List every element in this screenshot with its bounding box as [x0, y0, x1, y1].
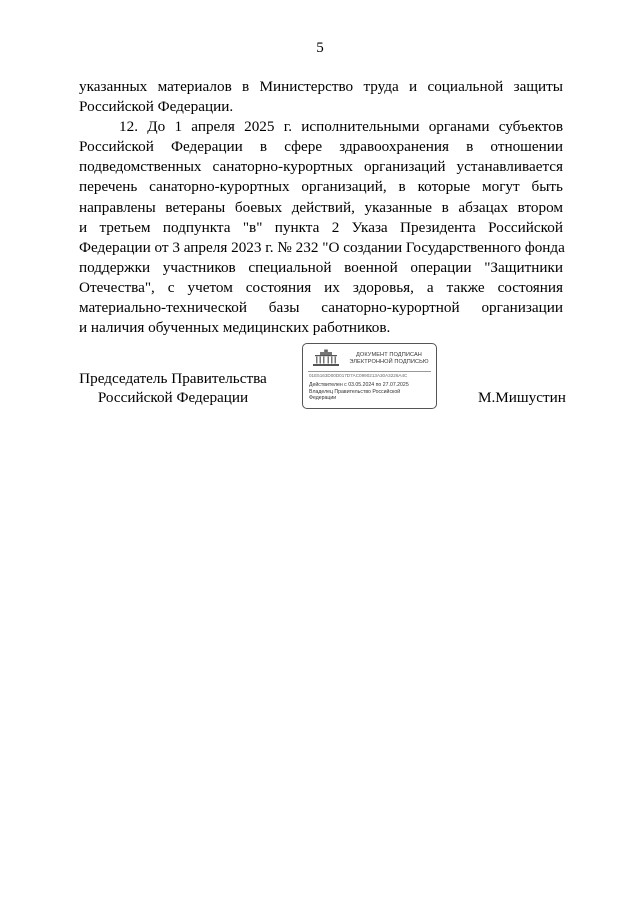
- stamp-serial: 01E5163D00D017D7AC0990213A30A3226A4C: [309, 373, 408, 378]
- government-building-icon: [311, 349, 341, 367]
- text-line: поддержки участников специальной военной операции "Защитники: [79, 258, 563, 276]
- signer-title-line: Председатель Правительства: [79, 370, 267, 387]
- stamp-validity: Действителен с 03.05.2024 по 27.07.2025: [309, 382, 409, 388]
- text-line: подведомственных санаторно-курортных организаций устанавливается: [79, 158, 563, 176]
- stamp-divider: [308, 371, 431, 372]
- text-line: перечень санаторно-курортных организаций, в которые могут быть: [79, 178, 563, 196]
- electronic-signature-stamp: [302, 343, 437, 409]
- text-line: Федерации от 3 апреля 2023 г. № 232 "О создании Государственного фонда: [79, 238, 565, 256]
- signer-name: М.Мишустин: [478, 389, 566, 406]
- stamp-owner: Владелец Правительство Российской Федерации: [309, 389, 401, 402]
- text-line: указанных материалов в Министерство труда и социальной защиты: [79, 78, 563, 95]
- text-line: и третьем подпункта "в" пункта 2 Указа Президента Российской: [79, 218, 563, 236]
- text-line: Российской Федерации в сфере здравоохранения в отношении: [79, 138, 563, 156]
- signer-title-line: Российской Федерации: [97, 389, 249, 406]
- stamp-header: ДОКУМЕНТ ПОДПИСАН ЭЛЕКТРОННОЙ ПОДПИСЬЮ: [349, 352, 429, 365]
- text-line: материально-технической базы санаторно-курортной организации: [79, 299, 563, 317]
- text-line: направлены ветераны боевых действий, указанные в абзацах втором: [79, 198, 563, 216]
- text-line: 12. До 1 апреля 2025 г. исполнительными органами субъектов: [119, 118, 563, 136]
- page-number: 5: [316, 40, 324, 56]
- text-line: Российской Федерации.: [79, 98, 234, 116]
- text-line: Отечества", с учетом состояния их здоровья, а также состояния: [79, 278, 563, 296]
- text-line: и наличия обученных медицинских работников.: [79, 319, 391, 337]
- document-body: [79, 77, 563, 338]
- signer-title: [79, 369, 267, 407]
